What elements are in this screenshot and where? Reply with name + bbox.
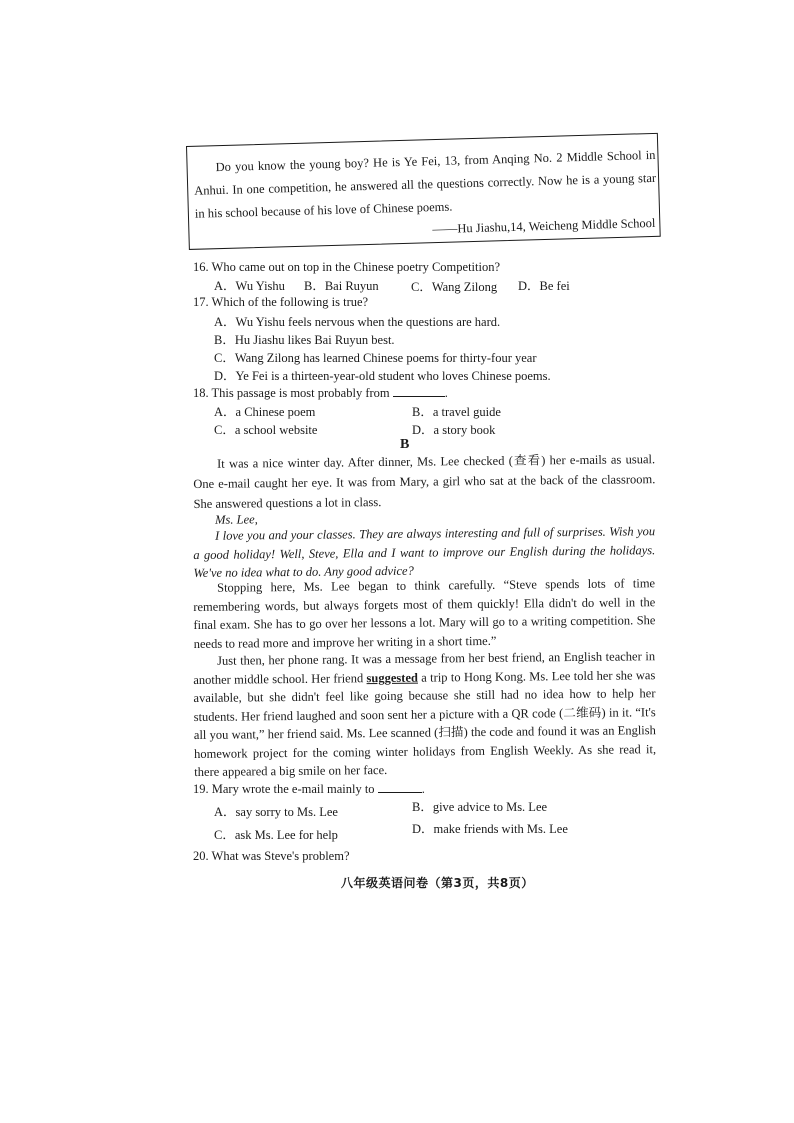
q19-blank: [378, 792, 422, 793]
question-16-stem: 16. Who came out on top in the Chinese poetry Competition?: [193, 260, 501, 274]
keyword-suggested: suggested: [366, 670, 418, 685]
q19-option-a: A．say sorry to Ms. Lee: [214, 805, 338, 819]
q19-stem-text: 19. Mary wrote the e-mail mainly to: [193, 782, 375, 796]
q19-stem-end: .: [421, 782, 425, 796]
question-18-stem: [193, 384, 448, 402]
q16-option-d: D．Be fei: [518, 279, 570, 293]
question-19-stem: [193, 780, 425, 798]
q19-option-c: C．ask Ms. Lee for help: [214, 828, 338, 842]
box-signature: ——Hu Jiashu,14, Weicheng Middle School: [432, 215, 656, 237]
q18-option-c: C．a school website: [214, 423, 318, 437]
q18-option-b: B．a travel guide: [412, 405, 501, 419]
passage-paragraph-3: [193, 647, 656, 781]
q16-option-c: C．Wang Zilong: [411, 280, 498, 294]
question-20-stem: 20. What was Steve's problem?: [193, 849, 350, 863]
email-body: I love you and your classes. They are always interesting and full of surprises. Wish you a good holiday! Well, Steve, Ella and I want to improve our English during the holidays. We've no idea what to do. Any good advice?: [193, 524, 656, 580]
q18-stem-text: 18. This passage is most probably from: [193, 386, 390, 400]
box-text: Do you know the young boy? He is Ye Fei, 13, from Anqing No. 2 Middle School in Anhui. In one competition, he answered all the questions correctly. Now he is a young star in his school because of his love of Chinese poems.: [194, 147, 657, 221]
email-salutation: Ms. Lee,: [215, 512, 258, 527]
q17-option-c: C．Wang Zilong has learned Chinese poems for thirty-four year: [214, 351, 537, 365]
q18-stem-end: .: [444, 386, 448, 400]
q18-option-d: D．a story book: [412, 423, 496, 437]
p3-text-before: Just then, her phone rang. It was a message from her best friend, an English teacher in another middle school. Her friend: [193, 649, 656, 687]
question-17-stem: 17. Which of the following is true?: [193, 295, 369, 309]
page-footer: 八年级英语问卷（第3页，共8页）: [341, 876, 534, 890]
passage-paragraph-2: Stopping here, Ms. Lee began to think carefully. “Steve spends lots of time remembering words, but always forgets most of them quickly! Ella didn't do well in the final exam. She has to go over her lessons a lot. Mary will go to a writing competition. She needs to read more and improve her writing in a short time.”: [193, 576, 656, 651]
passage-paragraph-1: It was a nice winter day. After dinner, Ms. Lee checked (查看) her e-mails as usual. One e-mail caught her eye. It was from Mary, a girl who sat at the back of the classroom. She answered questions a lot in class.: [193, 452, 656, 511]
q19-option-b: B．give advice to Ms. Lee: [412, 800, 548, 814]
q18-option-a: A．a Chinese poem: [214, 405, 316, 419]
q18-blank: [393, 396, 445, 397]
q17-option-d: D．Ye Fei is a thirteen-year-old student who loves Chinese poems.: [214, 369, 551, 383]
p3-text-after: a trip to Hong Kong. Ms. Lee told her she was available, but she didn't feel like going because she still had no idea how to help her students. Her friend laughed and soon sent her a picture with a QR code (二维码) in it. “It's all you want,” her friend said. Ms. Lee scanned (扫描) the code and found it was an English homework project for the coming winter holidays from English Weekly. As she read it, there appeared a big smile on her face.: [193, 667, 657, 779]
section-b-heading: B: [400, 437, 410, 452]
q19-option-d: D．make friends with Ms. Lee: [412, 822, 568, 836]
reading-box: [186, 133, 661, 250]
q17-option-a: A．Wu Yishu feels nervous when the questions are hard.: [214, 315, 501, 329]
q16-option-b: B．Bai Ruyun: [304, 279, 379, 293]
q16-option-a: A．Wu Yishu: [214, 279, 285, 293]
q17-option-b: B．Hu Jiashu likes Bai Ruyun best.: [214, 333, 395, 347]
